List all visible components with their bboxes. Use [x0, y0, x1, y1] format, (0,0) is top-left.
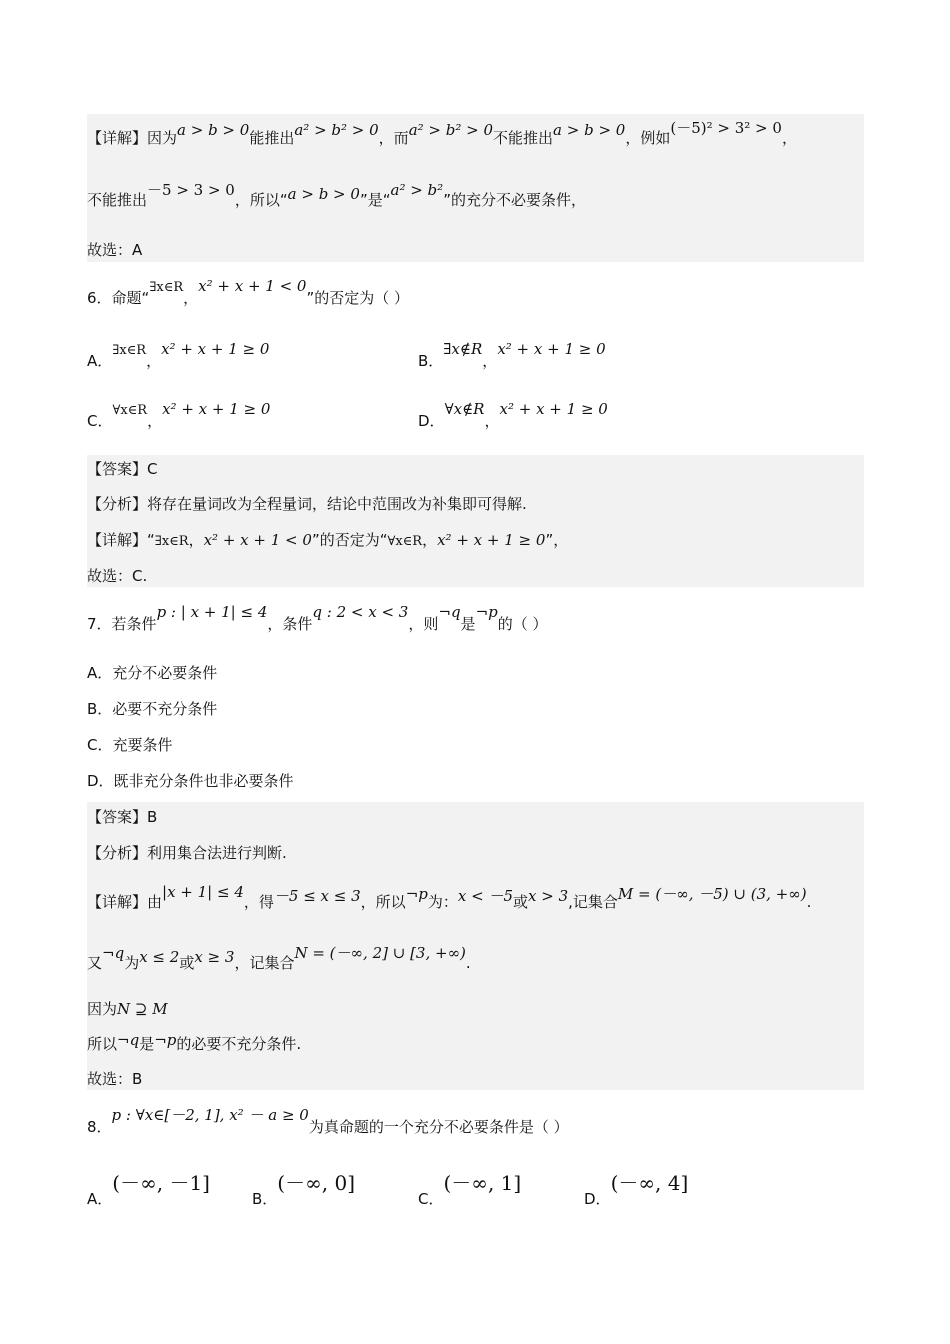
math-expr: a > b > 0: [553, 121, 626, 139]
text: 【详解】由: [87, 893, 163, 911]
q7-choose: 故选：B: [87, 1070, 143, 1088]
math-expr: －5 > 3 > 0: [147, 181, 235, 199]
text: 所以: [87, 1035, 118, 1053]
math-expr: a² > b² > 0: [408, 121, 494, 139]
q6-stem: [87, 277, 410, 310]
math-expr: (－∞, －1]: [112, 1171, 210, 1195]
math-expr: (－5)² > 3² > 0: [670, 119, 782, 137]
text: ，: [147, 412, 163, 430]
math-expr: a² > b²: [390, 181, 444, 199]
q6-solution-box: [87, 455, 864, 587]
text: 不能推出: [87, 191, 148, 209]
math-expr: x² + x + 1 ≥ 0: [161, 340, 270, 358]
text: ”，: [545, 531, 569, 549]
text: ，: [482, 352, 498, 370]
text: 能推出: [249, 129, 295, 147]
text: 是: [139, 1035, 155, 1053]
text: .: [465, 954, 471, 972]
math-expr: x < －5: [457, 887, 513, 905]
q8-option-a[interactable]: [87, 1167, 210, 1208]
q5-choose: 故选：A: [87, 241, 143, 259]
text: 不能推出: [493, 129, 554, 147]
math-expr: a² > b² > 0: [294, 121, 379, 139]
math-expr: ∃x∈R: [112, 343, 147, 358]
text: 的（ ）: [497, 615, 548, 633]
q8-stem: [87, 1106, 569, 1137]
text: 为真命题的一个充分不必要条件是（ ）: [308, 1118, 569, 1136]
math-expr: a > b > 0: [287, 185, 360, 203]
text: ，则: [408, 615, 439, 633]
math-expr: ¬q: [117, 1031, 140, 1049]
math-expr: ¬p: [154, 1031, 177, 1049]
q5-detail-line-1: [87, 119, 797, 148]
option-label: B．: [418, 352, 444, 370]
q8-option-b[interactable]: [252, 1167, 356, 1208]
math-expr: ∀x∈R: [387, 534, 423, 549]
text: ，: [781, 129, 797, 147]
math-expr: x² + x + 1 ≥ 0: [499, 400, 608, 418]
math-expr: (－∞, 0]: [277, 1171, 356, 1195]
text: ”的充分不必要条件，: [443, 191, 586, 209]
q6-option-b[interactable]: [418, 338, 606, 370]
q6-option-a[interactable]: [87, 338, 270, 370]
q7-detail-line-1: [87, 883, 812, 912]
math-expr: (－∞, 4]: [610, 1171, 689, 1195]
q6-option-c[interactable]: [87, 398, 271, 430]
option-label: D．: [418, 412, 445, 430]
q7-detail-line-2: [87, 944, 471, 973]
text: ”的否定为“: [311, 531, 388, 549]
option-label: C．: [418, 1190, 444, 1208]
q7-option-d[interactable]: D．既非充分条件也非必要条件: [87, 772, 294, 790]
q7-detail-line-3: [87, 999, 168, 1019]
option-label: D．: [584, 1190, 611, 1208]
text: ”是“: [359, 191, 391, 209]
text: ，所以: [360, 893, 406, 911]
math-expr: M = (－∞, －5) ∪ (3, +∞): [617, 885, 807, 903]
math-expr: x² + x + 1 < 0: [198, 277, 307, 295]
text: 为: [124, 954, 140, 972]
math-expr: x² + x + 1 ≥ 0: [497, 340, 606, 358]
math-expr: ∃x∉R: [443, 340, 483, 358]
math-expr: x ≤ 2: [139, 948, 180, 966]
option-label: A．: [87, 1190, 113, 1208]
math-expr: ¬p: [405, 885, 428, 903]
text: ，所以“: [234, 191, 288, 209]
math-expr: ∃x∈R: [154, 534, 189, 549]
q6-answer: 【答案】C: [87, 460, 158, 478]
math-expr: x² + x + 1 ≥ 0: [437, 531, 546, 549]
text: ”的否定为（ ）: [306, 289, 410, 307]
math-expr: ¬q: [102, 944, 125, 962]
text: 又: [87, 954, 103, 972]
q7-option-b[interactable]: B．必要不充分条件: [87, 700, 218, 718]
text: 为：: [427, 893, 458, 911]
text: 若条件: [111, 615, 157, 633]
option-label: C．: [87, 412, 113, 430]
math-expr: |x + 1| ≤ 4: [162, 883, 244, 901]
q6-analysis: 【分析】将存在量词改为全程量词，结论中范围改为补集即可得解.: [87, 495, 527, 513]
q6-choose: 故选：C.: [87, 567, 148, 585]
text: ，: [484, 412, 500, 430]
option-label: A．: [87, 352, 113, 370]
math-expr: －5 ≤ x ≤ 3: [273, 887, 361, 905]
math-expr: q : 2 < x < 3: [312, 603, 409, 621]
q7-option-c[interactable]: C．充要条件: [87, 736, 173, 754]
text: ，条件: [267, 615, 313, 633]
math-expr: N = (－∞, 2] ∪ [3, +∞): [294, 944, 466, 962]
text: 或: [179, 954, 195, 972]
text: 或: [512, 893, 528, 911]
math-expr: x > 3: [528, 887, 569, 905]
math-expr: ∀x∈R: [112, 403, 148, 418]
math-expr: ∃x∈R: [149, 280, 184, 295]
math-expr: ¬q: [438, 603, 461, 621]
text: ，: [183, 289, 199, 307]
math-expr: x² + x + 1 < 0: [203, 531, 312, 549]
math-expr: (－∞, 1]: [443, 1171, 522, 1195]
q7-detail-line-4: [87, 1031, 302, 1054]
math-expr: a > b > 0: [177, 121, 250, 139]
text: 【详解】因为: [87, 129, 178, 147]
q5-detail-line-2: [87, 181, 586, 210]
text: 是: [460, 615, 476, 633]
q8-option-d[interactable]: [584, 1167, 689, 1208]
question-number: 7．: [87, 615, 112, 633]
text: 命题“: [111, 289, 150, 307]
text: ，: [188, 531, 204, 549]
math-expr: p : ∀x∈[－2, 1], x² － a ≥ 0: [111, 1106, 309, 1124]
math-expr: p : | x + 1| ≤ 4: [156, 603, 268, 621]
text: ，: [422, 531, 438, 549]
text: 的必要不充分条件.: [176, 1035, 302, 1053]
text: 【详解】“: [87, 531, 155, 549]
math-expr: x ≥ 3: [194, 948, 235, 966]
text: ,记集合: [568, 893, 618, 911]
q7-option-a[interactable]: A．充分不必要条件: [87, 664, 218, 682]
q7-answer: 【答案】B: [87, 808, 158, 826]
text: ，: [146, 352, 162, 370]
q7-stem: [87, 603, 548, 634]
text: ，得: [243, 893, 274, 911]
question-number: 6．: [87, 289, 112, 307]
q8-option-c[interactable]: [418, 1167, 522, 1208]
q7-analysis: 【分析】利用集合法进行判断.: [87, 844, 287, 862]
math-expr: ∀x∉R: [444, 400, 485, 418]
q6-detail: [87, 530, 568, 552]
question-number: 8．: [87, 1118, 112, 1136]
math-expr: x² + x + 1 ≥ 0: [162, 400, 271, 418]
text: ，记集合: [234, 954, 295, 972]
text: ，而: [378, 129, 409, 147]
option-label: B．: [252, 1190, 278, 1208]
text: .: [806, 893, 812, 911]
text: 因为: [87, 1000, 118, 1018]
math-expr: ¬p: [475, 603, 498, 621]
q6-option-d[interactable]: [418, 398, 608, 430]
math-expr: N ⊇ M: [117, 1000, 168, 1018]
text: ，例如: [625, 129, 671, 147]
